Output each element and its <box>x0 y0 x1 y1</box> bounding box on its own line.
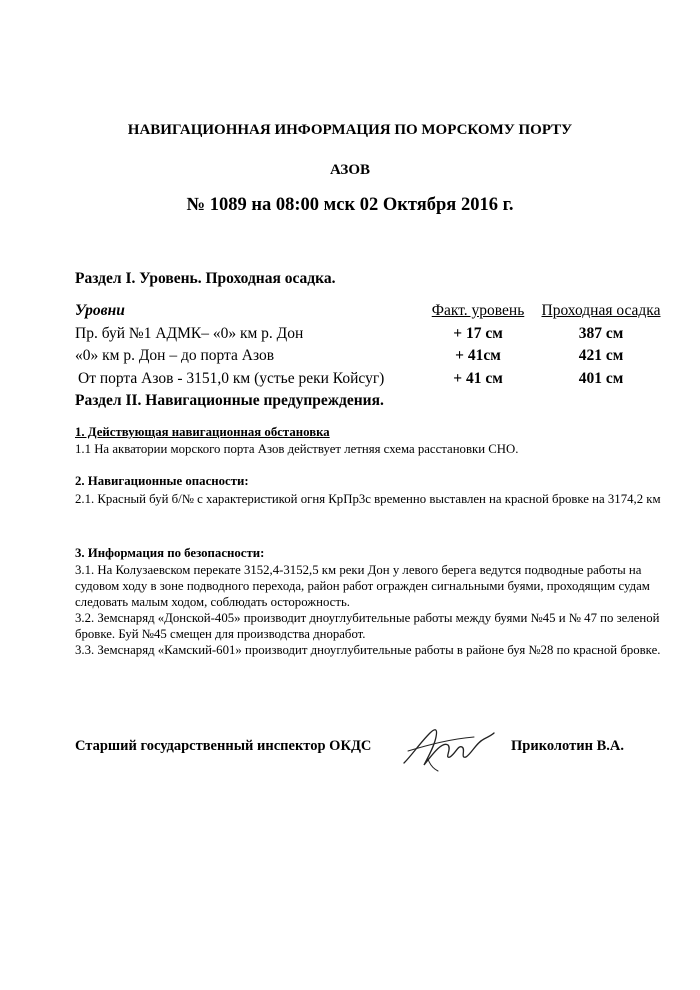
subsection-1-heading: 1. Действующая навигационная обстановка <box>75 425 330 439</box>
section-1-heading: Раздел I. Уровень. Проходная осадка. <box>75 270 336 287</box>
subsection-2-heading: 2. Навигационные опасности: <box>75 474 249 488</box>
table-row-3-draft: 401 см <box>578 370 624 387</box>
table-row-2-level: + 41см <box>455 347 501 364</box>
handwritten-signature <box>398 715 498 775</box>
section-2-heading: Раздел II. Навигационные предупреждения. <box>75 392 384 409</box>
table-row-3-level: + 41 см <box>453 370 503 387</box>
doc-issue-line: № 1089 на 08:00 мск 02 Октября 2016 г. <box>186 195 514 215</box>
subsection-3-item-1: 3.1. На Колузаевском перекате 3152,4-3152,5 км реки Дон у левого берега ведутся подводные работы на судовом ходу в зоне подводного перехода, район работ огражден сигнальными буями, проходящим судам следовать малым ходом, соблюдать осторожность. <box>75 563 650 609</box>
table-row-2-draft: 421 см <box>578 347 624 364</box>
subsection-3-heading: 3. Информация по безопасности: <box>75 546 265 560</box>
doc-port: АЗОВ <box>329 162 371 178</box>
table-row-1-level: + 17 см <box>453 325 503 342</box>
table-row-1-draft: 387 см <box>578 325 624 342</box>
signature-title: Старший государственный инспектор ОКДС <box>75 738 372 754</box>
doc-title: НАВИГАЦИОННАЯ ИНФОРМАЦИЯ ПО МОРСКОМУ ПОРТУ <box>127 122 573 138</box>
col-header-levels: Уровни <box>75 302 125 319</box>
subsection-3-item-3: 3.3. Земснаряд «Камский-601» производит дноуглубительные работы в районе буя №28 по красной бровке. <box>75 643 661 657</box>
table-row-1-name: Пр. буй №1 АДМК– «0» км р. Дон <box>75 325 304 342</box>
subsection-1-item: 1.1 На акватории морского порта Азов действует летняя схема расстановки СНО. <box>75 442 519 456</box>
table-row-2-name: «0» км р. Дон – до порта Азов <box>75 347 275 364</box>
signature-name: Приколотин В.А. <box>511 738 624 754</box>
col-header-actual: Факт. уровень <box>431 302 525 319</box>
col-header-draft: Проходная осадка <box>541 302 661 319</box>
subsection-2-item: 2.1. Красный буй б/№ с характеристикой огня КрПр3с временно выставлен на красной бровке на 3174,2 км <box>75 492 661 506</box>
table-row-3-name: От порта Азов - 3151,0 км (устье реки Койсуг) <box>78 370 385 387</box>
subsection-3-item-2: 3.2. Земснаряд «Донской-405» производит дноуглубительные работы между буями №45 и № 47 по зеленой бровке. Буй №45 смещен для производства дноработ. <box>75 611 660 641</box>
